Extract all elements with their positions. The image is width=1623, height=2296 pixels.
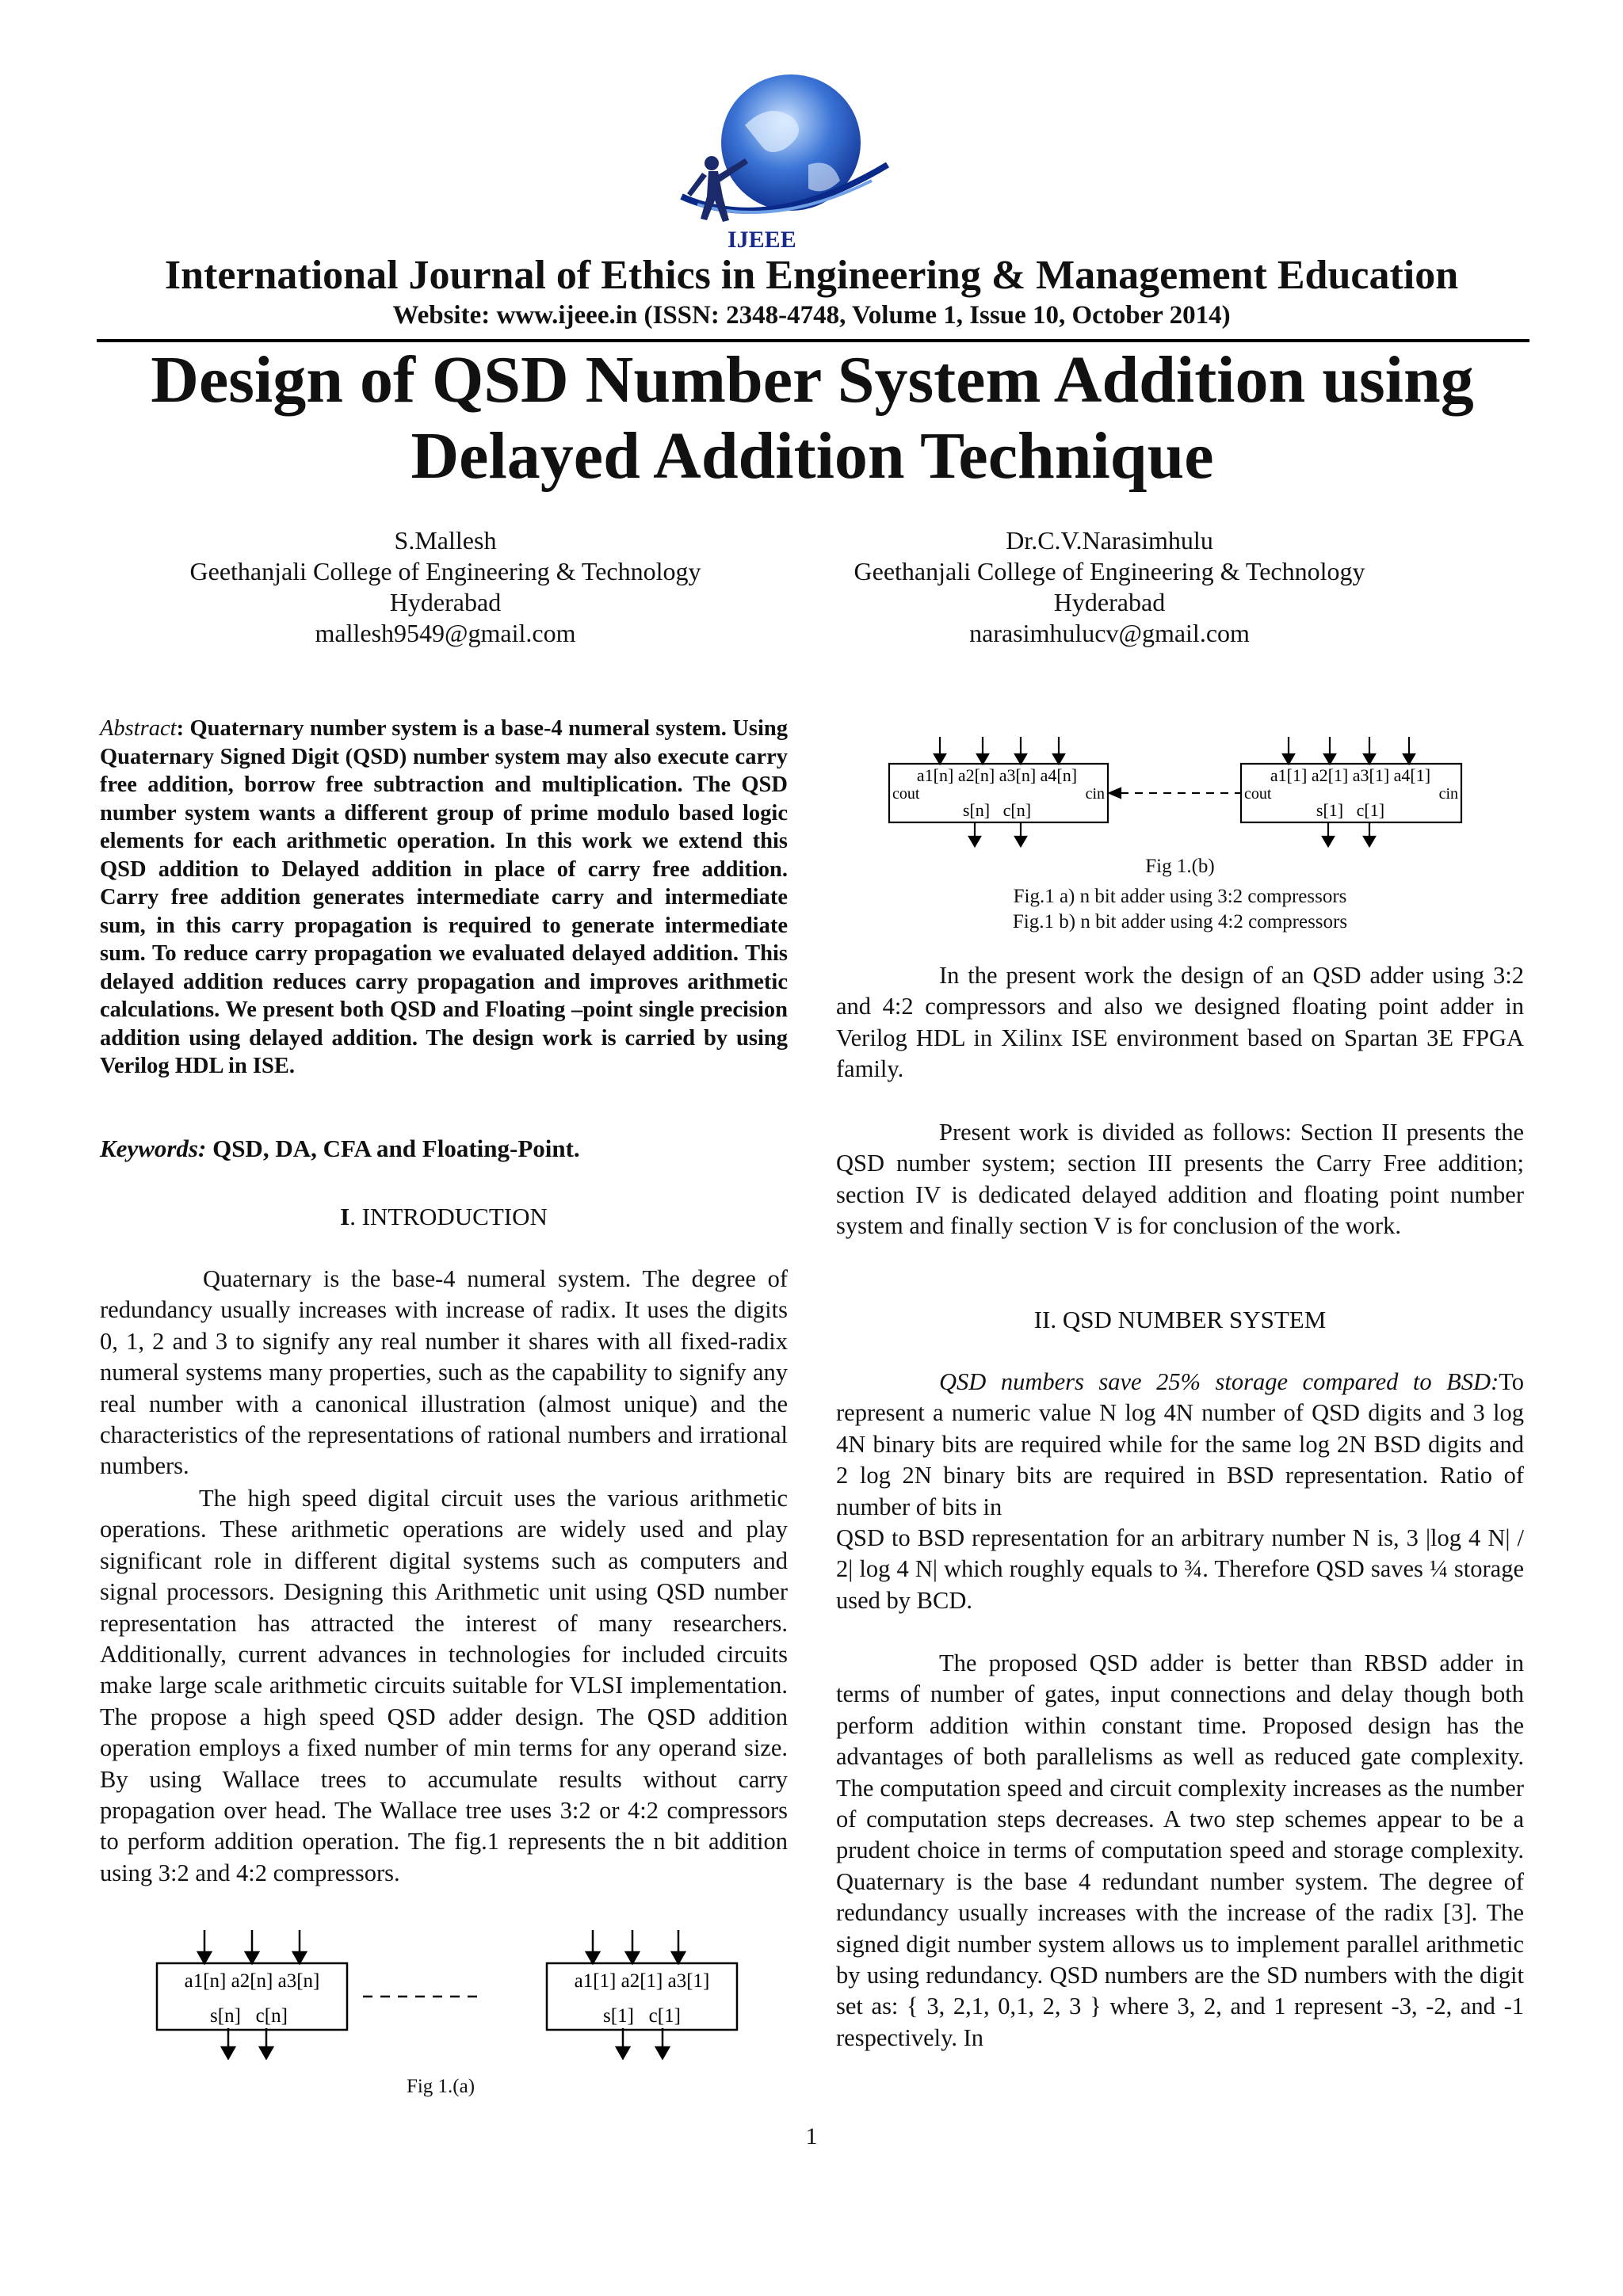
intro-heading: [100, 1202, 788, 1232]
intro-heading-num: I: [340, 1203, 350, 1230]
abstract-text: : Quaternary number system is a base-4 numeral system. Using Quaternary Signed Digit (QSD) number system may also execute carry free addition, borrow free subtraction and multiplication. The QSD number system wants a different group of prime modulo based logic elements for each arithmetic operation. In this work we extend this QSD addition to Delayed addition in place of carry free addition. Carry free addition generates intermediate carry and intermediate sum, in this carry propagation is required to generate intermediate sum. To reduce carry propagation we evaluated delayed addition. This delayed addition reduces carry propagation and improves arithmetic calculations. We present both QSD and Floating –point single precision addition using delayed addition. The design work is carried by using Verilog HDL in ISE.: [100, 716, 788, 1078]
figure-1b: [886, 735, 1465, 852]
intro-para-2: The high speed digital circuit uses the various arithmetic operations. These arithmetic operations are widely used and play significant role in different digital systems such as computers and signal processors. Designing this Arithmetic unit using QSD number representation has attracted the interest of many researchers. Additionally, current advances in technologies for included circuits make large scale arithmetic circuits suitable for VLSI implementation. The propose a high speed QSD adder design. The QSD addition operation employs a fixed number of min terms for any operand size. By using Wallace trees to accumulate results without carry propagation over head. The Wallace tree uses 3:2 or 4:2 compressors to perform addition operation. The fig.1 represents the n bit addition using 3:2 and 4:2 compressors.: [100, 1485, 788, 1886]
intro-heading-text: . INTRODUCTION: [349, 1203, 548, 1230]
keywords-text: QSD, DA, CFA and Floating-Point.: [206, 1135, 580, 1162]
fig-a-caption: Fig 1.(a): [406, 2076, 475, 2097]
figure-1a: [155, 1925, 758, 2084]
page-number: 1: [805, 2123, 818, 2149]
author-block-1: [128, 524, 762, 648]
author-city: Hyderabad: [1053, 588, 1166, 616]
fig-b-caption: Fig 1.(b): [1145, 856, 1215, 877]
qsd-ratio-para: QSD to BSD representation for an arbitrary number N is, 3 |log 4 N| / 2| log 4 N| which roughly equals to ¾. Therefore QSD saves ¼ storage used by BCD.: [836, 1524, 1524, 1614]
abstract: [100, 715, 788, 1081]
author-affiliation: Geethanjali College of Engineering & Technology: [854, 557, 1365, 585]
intro-para-1: Quaternary is the base-4 numeral system. The degree of redundancy usually increases with increase of radix. It uses the digits 0, 1, 2 and 3 to signify any real number it shares with all fixed-radix numeral systems many properties, such as the capability to signify any real number with a canonical illustration (almost unique) and the characteristics of the representations of rational numbers and irrational numbers.: [100, 1265, 788, 1480]
author-affiliation: Geethanjali College of Engineering & Technology: [189, 557, 701, 585]
author-email: mallesh9549@gmail.com: [315, 619, 576, 647]
fig-b-right-cout-label: cout: [1244, 785, 1272, 803]
qsd-para: [836, 1367, 1524, 1523]
fig-b-right-output-label: s[1] c[1]: [1316, 800, 1385, 820]
keywords: [100, 1135, 788, 1163]
journal-info: Website: www.ijeee.in (ISSN: 2348-4748, Volume 1, Issue 10, October 2014): [392, 301, 1231, 330]
logo-text: IJEEE: [727, 227, 796, 252]
fig-b-left-cin-label: cin: [1085, 785, 1105, 803]
paper-title: [119, 342, 1506, 494]
author-name: Dr.C.V.Narasimhulu: [1006, 526, 1213, 555]
qsd-heading: II. QSD NUMBER SYSTEM: [1033, 1306, 1327, 1333]
fig-a-left-block-label: a1[n] a2[n] a3[n]: [184, 1970, 320, 1992]
paper-title-line-2: Delayed Addition Technique: [411, 419, 1214, 493]
journal-title: International Journal of Ethics in Engineering & Management Education: [164, 253, 1459, 298]
right-para-1: In the present work the design of an QSD adder using 3:2 and 4:2 compressors and also we designed floating point adder in Verilog HDL in Xilinx ISE environment based on Spartan 3E FPGA family.: [836, 962, 1524, 1083]
fig-b-left-block-label: a1[n] a2[n] a3[n] a4[n]: [916, 765, 1078, 785]
fig-1a-description: Fig.1 a) n bit adder using 3:2 compressors: [1013, 886, 1347, 907]
fig-b-left-cout-label: cout: [892, 785, 920, 803]
fig-a-right-block-label: a1[1] a2[1] a3[1]: [574, 1970, 710, 1992]
author-block-2: [792, 524, 1426, 648]
fig-b-left-output-label: s[n] c[n]: [962, 800, 1032, 820]
author-city: Hyderabad: [389, 588, 502, 616]
keywords-lead: Keywords:: [100, 1135, 207, 1162]
paper-title-line-1: Design of QSD Number System Addition using: [151, 343, 1474, 417]
fig-b-right-block-label: a1[1] a2[1] a3[1] a4[1]: [1270, 765, 1431, 785]
author-email: narasimhulucv@gmail.com: [969, 619, 1250, 647]
right-para-3: The proposed QSD adder is better than RBSD adder in terms of number of gates, input connections and delay though both perform addition within constant time. Proposed design has the advantages of both parallelisms as well as reduced gate complexity. The computation speed and circuit complexity increases as the number of computation steps decreases. A two step schemes appear to be a prudent choice in terms of computation speed and storage complexity. Quaternary is the base 4 redundant number system. The degree of redundancy usually increases with the increase of the radix [3]. The signed digit number system allows us to implement parallel arithmetic by using redundancy. QSD numbers are the SD numbers with the digit set as: { 3, 2,1, 0,1, 2, 3 } where 3, 2, and 1 represent -3, -2, and -1 respectively. In: [836, 1650, 1524, 2051]
fig-a-right-output-label: s[1] c[1]: [603, 2005, 681, 2027]
right-para-2: Present work is divided as follows: Section II presents the QSD number system; section III presents the Carry Free addition; section IV is dedicated delayed addition and floating point number system and finally section V is for conclusion of the work.: [836, 1119, 1524, 1240]
author-name: S.Mallesh: [394, 526, 497, 555]
fig-1b-description: Fig.1 b) n bit adder using 4:2 compressors: [1012, 911, 1348, 933]
abstract-lead: Abstract: [100, 716, 177, 741]
journal-logo: [650, 70, 911, 252]
qsd-italic-lead: QSD numbers save 25% storage compared to BSD:: [939, 1368, 1499, 1395]
fig-a-left-output-label: s[n] c[n]: [210, 2005, 288, 2027]
fig-b-right-cin-label: cin: [1438, 785, 1458, 803]
qsd-text: To represent a numeric value N log 4N number of QSD digits and 3 log 4N binary bits are required while for the same log 2N BSD digits and 2 log 2N binary bits are required in BSD representation. Ratio of number of bits in: [836, 1368, 1524, 1520]
